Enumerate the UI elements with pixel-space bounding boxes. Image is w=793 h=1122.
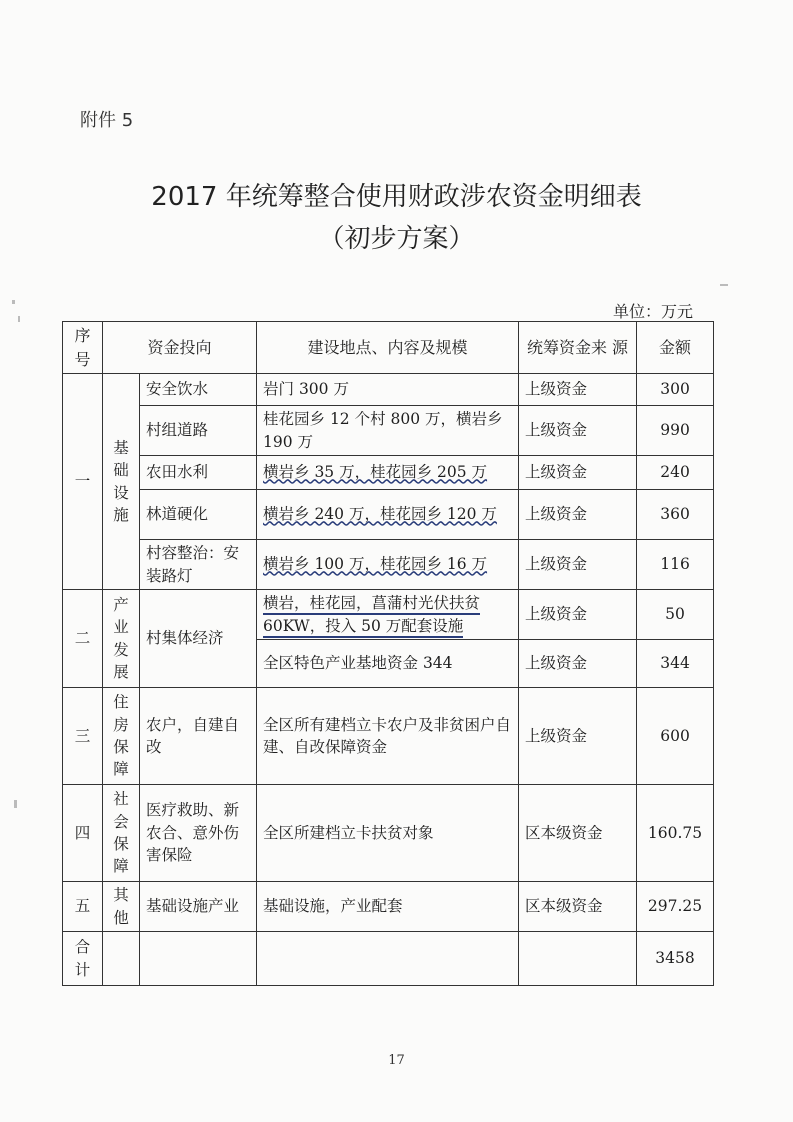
table-row bbox=[63, 882, 714, 932]
row-detail: 岩门 300 万 bbox=[257, 374, 519, 406]
group-category: 产 业 发 展 bbox=[103, 590, 140, 688]
table-row bbox=[63, 490, 714, 540]
group-seq: 三 bbox=[63, 688, 103, 785]
row-detail: 全区特色产业基地资金 344 bbox=[257, 640, 519, 688]
fund-detail-table bbox=[62, 321, 714, 986]
scan-speck bbox=[720, 284, 728, 286]
group-seq: 二 bbox=[63, 590, 103, 688]
table-row bbox=[63, 785, 714, 882]
table-row bbox=[63, 406, 714, 456]
row-amount: 300 bbox=[637, 374, 714, 406]
table-row bbox=[63, 456, 714, 490]
scan-speck bbox=[14, 800, 17, 808]
group-category: 基 础 设 施 bbox=[103, 374, 140, 590]
table-header-row bbox=[63, 322, 714, 374]
header-direction: 资金投向 bbox=[103, 322, 257, 374]
row-item: 林道硬化 bbox=[140, 490, 257, 540]
total-label: 合计 bbox=[63, 932, 103, 986]
row-item: 村容整治：安装路灯 bbox=[140, 540, 257, 590]
table-row bbox=[63, 540, 714, 590]
empty-cell bbox=[140, 932, 257, 986]
table-row bbox=[63, 590, 714, 640]
row-amount: 240 bbox=[637, 456, 714, 490]
row-source: 上级资金 bbox=[519, 456, 637, 490]
group-seq: 五 bbox=[63, 882, 103, 932]
row-source: 区本级资金 bbox=[519, 882, 637, 932]
row-amount: 160.75 bbox=[637, 785, 714, 882]
row-item: 农田水利 bbox=[140, 456, 257, 490]
row-detail: 基础设施，产业配套 bbox=[257, 882, 519, 932]
row-amount: 50 bbox=[637, 590, 714, 640]
row-source: 上级资金 bbox=[519, 490, 637, 540]
row-item: 农户，自建自改 bbox=[140, 688, 257, 785]
header-seq: 序号 bbox=[63, 322, 103, 374]
header-source: 统筹资金来 源 bbox=[519, 322, 637, 374]
table-row bbox=[63, 374, 714, 406]
unit-label: 单位：万元 bbox=[612, 302, 693, 321]
total-row bbox=[63, 932, 714, 986]
row-item: 村组道路 bbox=[140, 406, 257, 456]
row-source: 上级资金 bbox=[519, 540, 637, 590]
row-source: 上级资金 bbox=[519, 688, 637, 785]
group-seq: 四 bbox=[63, 785, 103, 882]
row-source: 区本级资金 bbox=[519, 785, 637, 882]
row-amount: 116 bbox=[637, 540, 714, 590]
handwritten-underline: 横岩乡 240 万，桂花园乡 120 万 bbox=[263, 505, 497, 524]
row-amount: 600 bbox=[637, 688, 714, 785]
total-amount: 3458 bbox=[637, 932, 714, 986]
row-detail bbox=[257, 540, 519, 590]
handwritten-underline: 横岩乡 100 万，桂花园乡 16 万 bbox=[263, 555, 488, 574]
document-subtitle: （初步方案） bbox=[318, 224, 475, 254]
row-amount: 297.25 bbox=[637, 882, 714, 932]
group-category: 其 他 bbox=[103, 882, 140, 932]
row-source: 上级资金 bbox=[519, 374, 637, 406]
row-detail bbox=[257, 456, 519, 490]
row-amount: 990 bbox=[637, 406, 714, 456]
empty-cell bbox=[257, 932, 519, 986]
table-row bbox=[63, 688, 714, 785]
row-source: 上级资金 bbox=[519, 406, 637, 456]
annex-label: 附件 5 bbox=[80, 110, 134, 131]
row-detail: 全区所建档立卡扶贫对象 bbox=[257, 785, 519, 882]
group-seq: 一 bbox=[63, 374, 103, 590]
header-amount: 金额 bbox=[637, 322, 714, 374]
row-detail: 全区所有建档立卡农户及非贫困户自建、自改保障资金 bbox=[257, 688, 519, 785]
handwritten-underline: 横岩，桂花园，菖蒲村光伏扶贫 60KW，投入 50 万配套设施 bbox=[263, 594, 480, 637]
empty-cell bbox=[519, 932, 637, 986]
row-source: 上级资金 bbox=[519, 590, 637, 640]
row-detail bbox=[257, 490, 519, 540]
header-location: 建设地点、内容及规模 bbox=[257, 322, 519, 374]
group-category: 住 房 保 障 bbox=[103, 688, 140, 785]
row-amount: 360 bbox=[637, 490, 714, 540]
row-amount: 344 bbox=[637, 640, 714, 688]
page-number: 17 bbox=[388, 1053, 405, 1068]
row-detail bbox=[257, 590, 519, 640]
document-title: 2017 年统筹整合使用财政涉农资金明细表 bbox=[151, 182, 642, 212]
row-detail: 桂花园乡 12 个村 800 万，横岩乡 190 万 bbox=[257, 406, 519, 456]
scan-speck bbox=[12, 300, 15, 304]
row-item: 医疗救助、新农合、意外伤害保险 bbox=[140, 785, 257, 882]
row-item: 基础设施产业 bbox=[140, 882, 257, 932]
row-source: 上级资金 bbox=[519, 640, 637, 688]
group-category: 社 会 保 障 bbox=[103, 785, 140, 882]
empty-cell bbox=[103, 932, 140, 986]
scan-speck bbox=[18, 316, 20, 322]
handwritten-underline: 横岩乡 35 万，桂花园乡 205 万 bbox=[263, 463, 488, 482]
row-item: 村集体经济 bbox=[140, 590, 257, 688]
row-item: 安全饮水 bbox=[140, 374, 257, 406]
